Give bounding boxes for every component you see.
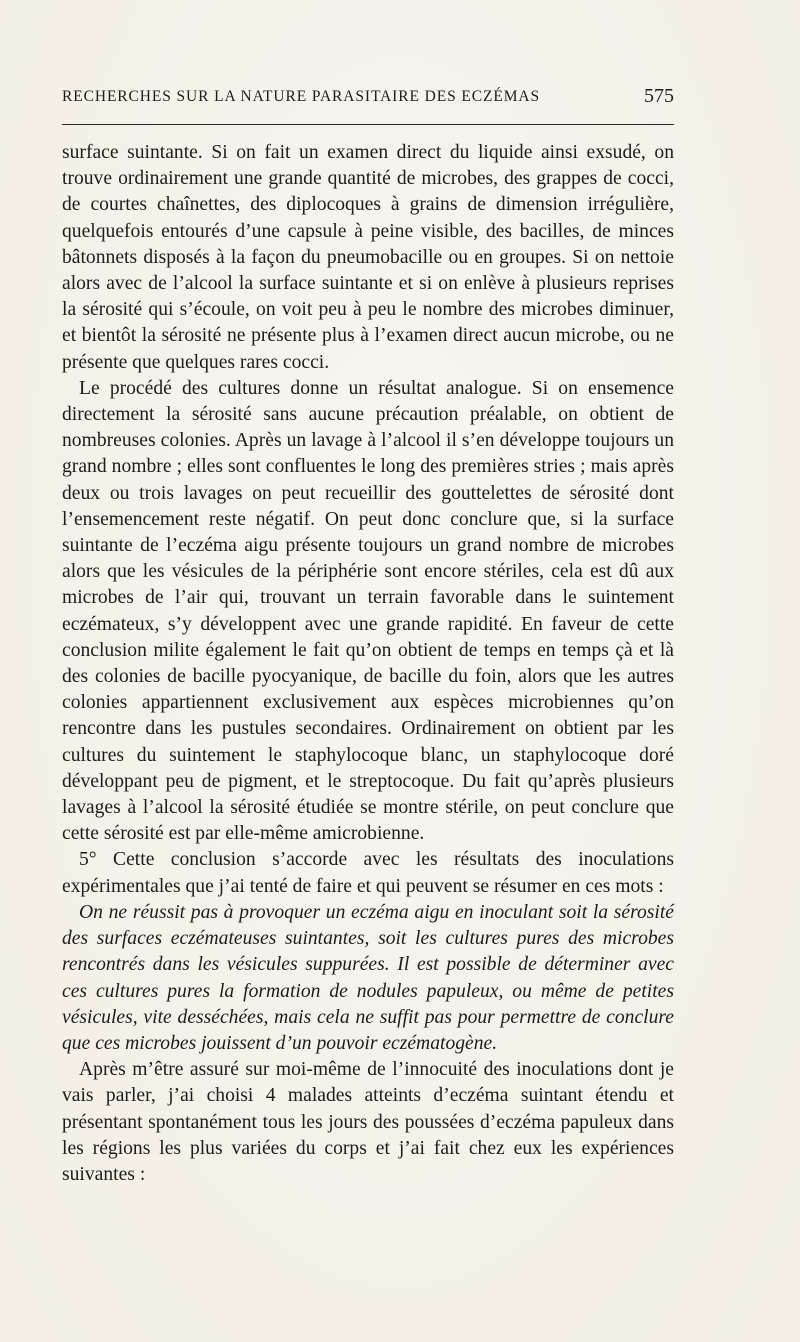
body-text bbox=[62, 140, 674, 1188]
running-title: RECHERCHES SUR LA NATURE PARASITAIRE DES ECZÉMAS bbox=[62, 88, 541, 105]
header-rule bbox=[62, 124, 674, 125]
page-number: 575 bbox=[644, 85, 674, 107]
paragraph-4-italic: On ne réussit pas à provoquer un eczéma aigu en inoculant soit la sérosité des surfaces eczémateuses suintantes, soit les cultures pures des microbes rencontrés dans les vésicules suppurées. Il est possible de déterminer avec ces cultures pures la formation de nodules papuleux, ou même de petites vésicules, vite desséchées, mais cela ne suffit pas pour permettre de conclure que ces microbes jouissent d’un pouvoir eczématogène. bbox=[62, 901, 674, 1054]
paragraph-1: surface suintante. Si on fait un examen direct du liquide ainsi exsudé, on trouve ordinairement une grande quantité de microbes, des grappes de cocci, de courtes chaînettes, des diplocoques à grains de dimension irrégulière, quelquefois entourés d’une capsule à peine visible, des bacilles, de minces bâtonnets disposés à la façon du pneumobacille ou en groupes. Si on nettoie alors avec de l’alcool la surface suintante et si on enlève à plusieurs reprises la sérosité qui s’écoule, on voit peu à peu le nombre des microbes diminuer, et bientôt la sérosité ne présente plus à l’examen direct aucun microbe, ou ne présente que quelques rares cocci. bbox=[62, 142, 674, 373]
running-header bbox=[62, 85, 674, 112]
paragraph-5: Après m’être assuré sur moi-même de l’innocuité des inoculations dont je vais parler, j’ai choisi 4 malades atteints d’eczéma suintant étendu et présentant spontanément tous les jours des poussées d’eczéma papuleux dans les régions les plus variées du corps et j’ai fait chez eux les expériences suivantes : bbox=[62, 1059, 674, 1185]
paragraph-3: 5° Cette conclusion s’accorde avec les résultats des inoculations expérimentales que j’ai tenté de faire et qui peuvent se résumer en ces mots : bbox=[62, 849, 674, 897]
paragraph-2: Le procédé des cultures donne un résultat analogue. Si on ensemence directement la sérosité sans aucune précaution préalable, on obtient de nombreuses colonies. Après un lavage à l’alcool il s’en développe toujours un grand nombre ; elles sont confluentes le long des premières stries ; mais après deux ou trois lavages on peut recueillir des gouttelettes de sérosité dont l’ensemencement reste négatif. On peut donc conclure que, si la surface suintante de l’eczéma aigu présente toujours un grand nombre de microbes alors que les vésicules de la périphérie sont encore stériles, cela est dû aux microbes de l’air qui, trouvant un terrain favorable dans le suintement eczémateux, s’y développent avec une grande rapidité. En faveur de cette conclusion milite également le fait qu’on obtient de temps en temps çà et là des colonies de bacille pyocyanique, de bacille du foin, alors que les autres colonies appartiennent exclusivement aux espèces microbiennes qu’on rencontre dans les pustules secondaires. Ordinairement on obtient par les cultures du suintement le staphylocoque blanc, un staphylocoque doré développant peu de pigment, et le streptocoque. Du fait qu’après plusieurs lavages à l’alcool la sérosité étudiée se montre stérile, on peut conclure que cette sérosité est par elle-même amicrobienne. bbox=[62, 377, 674, 845]
